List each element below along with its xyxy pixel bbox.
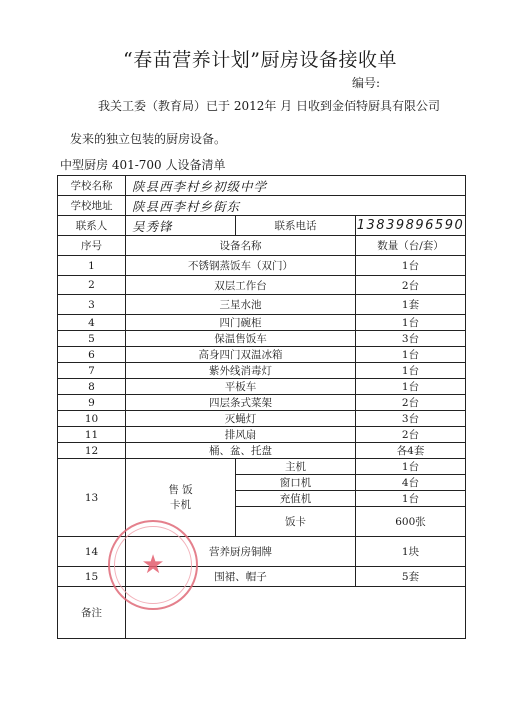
row-qty: 5套: [356, 567, 466, 587]
table-row: [58, 256, 466, 276]
row-qty: 1台: [356, 315, 466, 331]
row-qty: 3台: [356, 411, 466, 427]
table-row: [58, 427, 466, 443]
equipment-list-subtitle: 中型厨房 401-700 人设备清单: [60, 158, 226, 172]
row-qty: 2台: [356, 395, 466, 411]
school-address-value: 陕县西李村乡街东: [126, 196, 466, 216]
row-no: 11: [58, 427, 126, 443]
row-no: 12: [58, 443, 126, 459]
header-no: 序号: [58, 236, 126, 256]
row-qty: 1台: [356, 379, 466, 395]
row-no: 10: [58, 411, 126, 427]
phone-value: 13839896590: [356, 216, 466, 236]
row-name: 营养厨房铜牌: [126, 537, 356, 567]
row-name: 灭蝇灯: [126, 411, 356, 427]
row-name: 四层条式菜架: [126, 395, 356, 411]
sub-item-qty: 1台: [356, 459, 466, 475]
row-name: 高身四门双温冰箱: [126, 347, 356, 363]
table-row: [58, 331, 466, 347]
row-qty: 1套: [356, 295, 466, 315]
row-no: 4: [58, 315, 126, 331]
table-row: [58, 315, 466, 331]
table-row: [58, 363, 466, 379]
card-machine-label-line2: 卡机: [170, 498, 191, 511]
row-name: 双层工作台: [126, 276, 356, 295]
table-row: [58, 379, 466, 395]
table-header-row: [58, 236, 466, 256]
school-address-label: 学校地址: [58, 196, 126, 216]
row-qty: 1台: [356, 256, 466, 276]
row-name: 围裙、帽子: [126, 567, 356, 587]
contact-row: [58, 216, 466, 236]
contact-label: 联系人: [58, 216, 126, 236]
card-qty: 600张: [356, 507, 466, 537]
row-qty: 2台: [356, 427, 466, 443]
row-no: 2: [58, 276, 126, 295]
sub-item-name: 窗口机: [236, 475, 356, 491]
table-row: [58, 295, 466, 315]
sub-item-qty: 4台: [356, 475, 466, 491]
school-name-label: 学校名称: [58, 176, 126, 196]
school-name-value: 陕县西李村乡初级中学: [126, 176, 466, 196]
serial-number-label: 编号:: [352, 76, 381, 90]
header-qty: 数量（台/套）: [356, 236, 466, 256]
row-name: 桶、盆、托盘: [126, 443, 356, 459]
row-no: 3: [58, 295, 126, 315]
phone-label: 联系电话: [236, 216, 356, 236]
row-name: 不锈钢蒸饭车（双门）: [126, 256, 356, 276]
row-name: 三星水池: [126, 295, 356, 315]
school-address-row: [58, 196, 466, 216]
table-row: [58, 347, 466, 363]
row-qty: 1台: [356, 363, 466, 379]
header-name: 设备名称: [126, 236, 356, 256]
row-no: 8: [58, 379, 126, 395]
row-qty: 各4套: [356, 443, 466, 459]
row-no: 13: [58, 459, 126, 537]
row-qty: 3台: [356, 331, 466, 347]
table-row: [58, 411, 466, 427]
row-name: 排风扇: [126, 427, 356, 443]
table-row: [58, 276, 466, 295]
table-row-13: [58, 459, 466, 475]
row-name: 紫外线消毒灯: [126, 363, 356, 379]
star-icon: ★: [141, 550, 165, 580]
contact-value: 吴秀锋: [126, 216, 236, 236]
document-title: “春苗营养计划”厨房设备接收单: [123, 49, 397, 71]
official-seal: [108, 520, 198, 610]
sub-item-qty: 1台: [356, 491, 466, 507]
row-no: 1: [58, 256, 126, 276]
receipt-statement-continued: 发来的独立包装的厨房设备。: [70, 132, 227, 146]
row-no: 5: [58, 331, 126, 347]
row-no: 9: [58, 395, 126, 411]
remarks-label: 备注: [58, 587, 126, 639]
row-no: 14: [58, 537, 126, 567]
sub-item-name: 充值机: [236, 491, 356, 507]
card-name: 饭卡: [236, 507, 356, 537]
row-no: 15: [58, 567, 126, 587]
school-name-row: [58, 176, 466, 196]
sub-item-name: 主机: [236, 459, 356, 475]
receipt-statement: 我关工委（教育局）已于 2012年 月 日收到金佰特厨具有限公司: [98, 99, 440, 113]
table-row: [58, 443, 466, 459]
row-no: 6: [58, 347, 126, 363]
row-qty: 2台: [356, 276, 466, 295]
row-qty: 1块: [356, 537, 466, 567]
table-row: [58, 395, 466, 411]
row-name: 保温售饭车: [126, 331, 356, 347]
row-qty: 1台: [356, 347, 466, 363]
card-machine-label-line1: 售 饭: [168, 483, 193, 496]
row-name: 四门碗柜: [126, 315, 356, 331]
row-no: 7: [58, 363, 126, 379]
row-name: 平板车: [126, 379, 356, 395]
